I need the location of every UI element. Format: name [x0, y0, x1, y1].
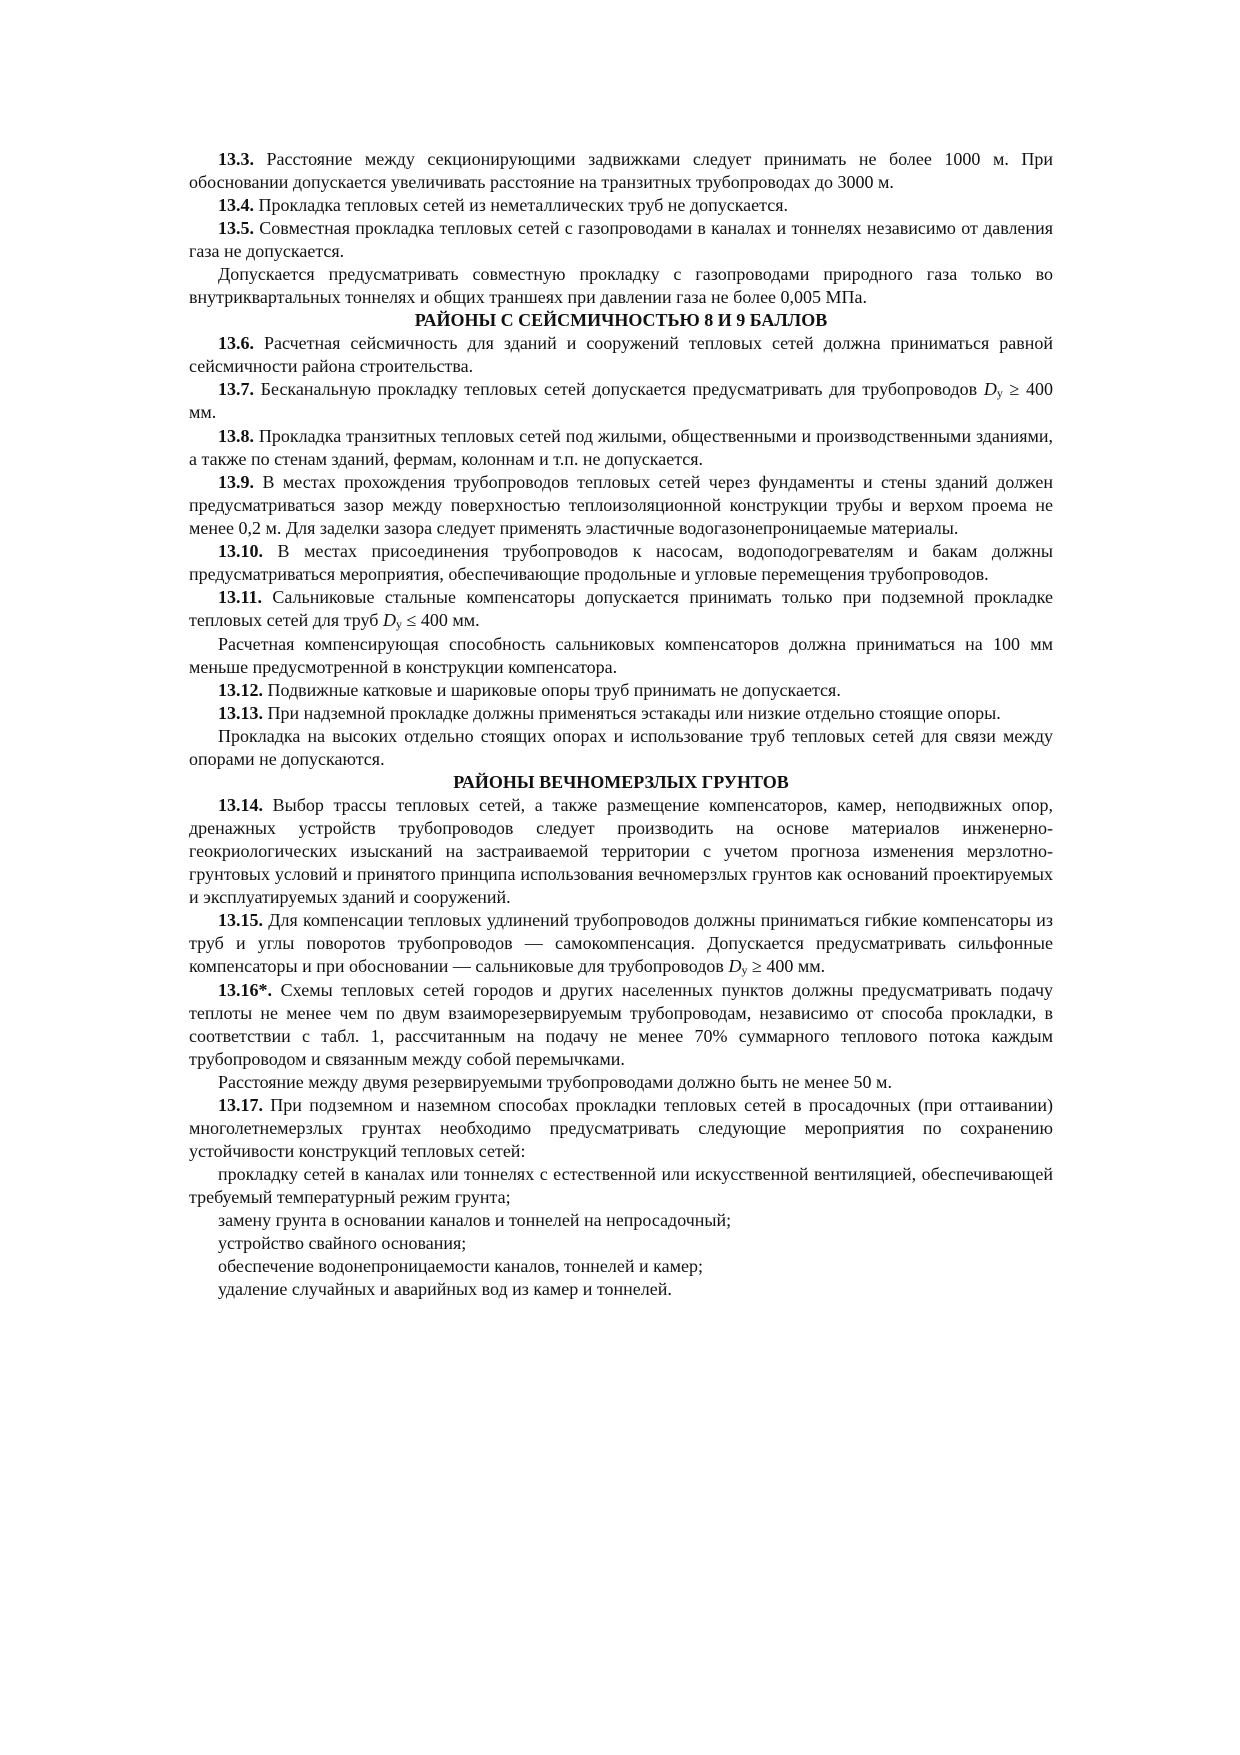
clause-text: Расчетная компенсирующая способность сальниковых компенсаторов должна приниматься на 100 мм меньше предусмотренной в конструкции компенсатора.: [189, 634, 1053, 677]
clause-number: 13.6.: [218, 333, 254, 353]
list-item: удаление случайных и аварийных вод из камер и тоннелей.: [218, 1279, 672, 1299]
clause-number: 13.9.: [218, 472, 254, 492]
clause-text: Расстояние между секционирующими задвижками следует принимать не более 1000 м. При обосновании допускается увеличивать расстояние на транзитных трубопроводах до 3000 м.: [189, 149, 1053, 192]
paragraph-13-3: [189, 148, 1053, 194]
paragraph-13-16: [189, 979, 1053, 1071]
clause-text: Схемы тепловых сетей городов и других населенных пунктов должны предусматривать подачу теплоты не менее чем по двум взаиморезервируемым трубопроводам, независимо от способа прокладки, в соответствии с табл. 1, рассчитанным на подачу не менее 70% суммарного теплового потока каждым трубопроводом и связанным между собой перемычками.: [189, 980, 1054, 1069]
clause-text: Прокладка транзитных тепловых сетей под жилыми, общественными и производственными зданиями, а также по стенам зданий, фермам, колоннам и т.п. не допускается.: [189, 426, 1053, 469]
diameter-subscript: у: [395, 617, 402, 631]
clause-number: 13.15.: [218, 910, 263, 930]
clause-text: Допускается предусматривать совместную прокладку с газопроводами природного газа только во внутриквартальных тоннелях и общих траншеях при давлении газа не более 0,005 МПа.: [189, 264, 1053, 307]
list-item: замену грунта в основании каналов и тоннелей на непросадочный;: [218, 1210, 732, 1230]
diameter-symbol: D: [382, 610, 396, 630]
paragraph-13-13-continued: [189, 725, 1053, 771]
diameter-subscript: у: [741, 963, 748, 977]
clause-text: Расстояние между двумя резервируемыми трубопроводами должно быть не менее 50 м.: [218, 1072, 892, 1092]
paragraph-13-10: [189, 540, 1053, 586]
diameter-symbol: D: [983, 379, 997, 399]
clause-text: Расчетная сейсмичность для зданий и сооружений тепловых сетей должна приниматься равной сейсмичности района строительства.: [189, 333, 1053, 376]
clause-number: 13.4.: [218, 195, 254, 215]
clause-text-after: ≥ 400 мм.: [751, 956, 826, 976]
paragraph-13-15: [189, 909, 1053, 978]
clause-number: 13.3.: [218, 149, 254, 169]
clause-number: 13.17.: [218, 1095, 263, 1115]
clause-text: Для компенсации тепловых удлинений трубопроводов должны приниматься гибкие компенсаторы из труб и углы поворотов трубопроводов — самокомпенсация. Допускается предусматривать сильфонные компенсаторы и при обосновании — сальниковые для трубопроводов: [189, 910, 1053, 976]
clause-number: 13.5.: [218, 218, 254, 238]
paragraph-13-12: [189, 679, 1053, 702]
paragraph-13-17: [189, 1094, 1053, 1163]
paragraph-13-11-continued: [189, 633, 1053, 679]
document-page: [189, 148, 1053, 1301]
diameter-symbol: D: [728, 956, 742, 976]
list-item: обеспечение водонепроницаемости каналов, тоннелей и камер;: [218, 1256, 703, 1276]
clause-number: 13.14.: [218, 795, 263, 815]
paragraph-13-4: [189, 194, 1053, 217]
clause-number: 13.8.: [218, 426, 254, 446]
clause-number: 13.11.: [218, 587, 263, 607]
clause-text-after: ≤ 400 мм.: [406, 610, 480, 630]
clause-text: Совместная прокладка тепловых сетей с газопроводами в каналах и тоннелях независимо от давления газа не допускается.: [189, 218, 1053, 261]
clause-text: В местах прохождения трубопроводов тепловых сетей через фундаменты и стены зданий должен предусматриваться зазор между поверхностью теплоизоляционной конструкции трубы и верхом проема не менее 0,2 м. Для заделки зазора следует применять эластичные водогазонепроницаемые материалы.: [189, 472, 1053, 538]
paragraph-13-13: [189, 702, 1053, 725]
clause-text: Подвижные катковые и шариковые опоры труб принимать не допускается.: [267, 680, 841, 700]
section-heading-permafrost: РАЙОНЫ ВЕЧНОМЕРЗЛЫХ ГРУНТОВ: [453, 772, 789, 792]
paragraph-13-6: [189, 332, 1053, 378]
clause-number: 13.12.: [218, 680, 263, 700]
clause-text-after: ≥ 400 мм.: [189, 379, 1054, 422]
clause-number: 13.10.: [218, 541, 263, 561]
paragraph-13-5: [189, 217, 1053, 263]
section-heading-seismic: РАЙОНЫ С СЕЙСМИЧНОСТЬЮ 8 И 9 БАЛЛОВ: [414, 310, 828, 330]
paragraph-13-7: [189, 378, 1053, 424]
clause-number: 13.13.: [218, 703, 263, 723]
paragraph-13-16-continued: [189, 1071, 1053, 1094]
clause-number: 13.16*.: [218, 980, 272, 1000]
clause-text: Прокладка на высоких отдельно стоящих опорах и использование труб тепловых сетей для связи между опорами не допускаются.: [189, 726, 1053, 769]
diameter-subscript: у: [996, 386, 1003, 400]
paragraph-13-11: [189, 586, 1053, 632]
clause-text: При надземной прокладке должны применяться эстакады или низкие отдельно стоящие опоры.: [267, 703, 1001, 723]
clause-text: При подземном и наземном способах прокладки тепловых сетей в просадочных (при оттаивании) многолетнемерзлых грунтах необходимо предусматривать следующие мероприятия по сохранению устойчивости конструкций тепловых сетей:: [189, 1095, 1054, 1161]
clause-text: Сальниковые стальные компенсаторы допускается принимать только при подземной прокладке тепловых сетей для труб: [189, 587, 1054, 630]
clause-text: Выбор трассы тепловых сетей, а также размещение компенсаторов, камер, неподвижных опор, дренажных устройств трубопроводов следует производить на основе материалов инженерно-геокриологических изысканий на застраиваемой территории с учетом прогноза изменения мерзлотно-грунтовых условий и принятого принципа использования вечномерзлых грунтов как оснований проектируемых и эксплуатируемых зданий и сооружений.: [189, 795, 1054, 907]
list-item: прокладку сетей в каналах или тоннелях с естественной или искусственной вентиляцией, обеспечивающей требуемый температурный режим грунта;: [189, 1164, 1053, 1207]
clause-text: Бесканальную прокладку тепловых сетей допускается предусматривать для трубопроводов: [260, 379, 978, 399]
paragraph-13-5-continued: [189, 263, 1053, 309]
clause-number: 13.7.: [218, 379, 254, 399]
paragraph-13-14: [189, 794, 1053, 909]
list-item: устройство свайного основания;: [218, 1233, 467, 1253]
clause-text: В местах присоединения трубопроводов к насосам, водоподогревателям и бакам должны предусматриваться мероприятия, обеспечивающие продольные и угловые перемещения трубопроводов.: [189, 541, 1054, 584]
clause-text: Прокладка тепловых сетей из неметаллических труб не допускается.: [258, 195, 788, 215]
paragraph-13-8: [189, 425, 1053, 471]
paragraph-13-9: [189, 471, 1053, 540]
